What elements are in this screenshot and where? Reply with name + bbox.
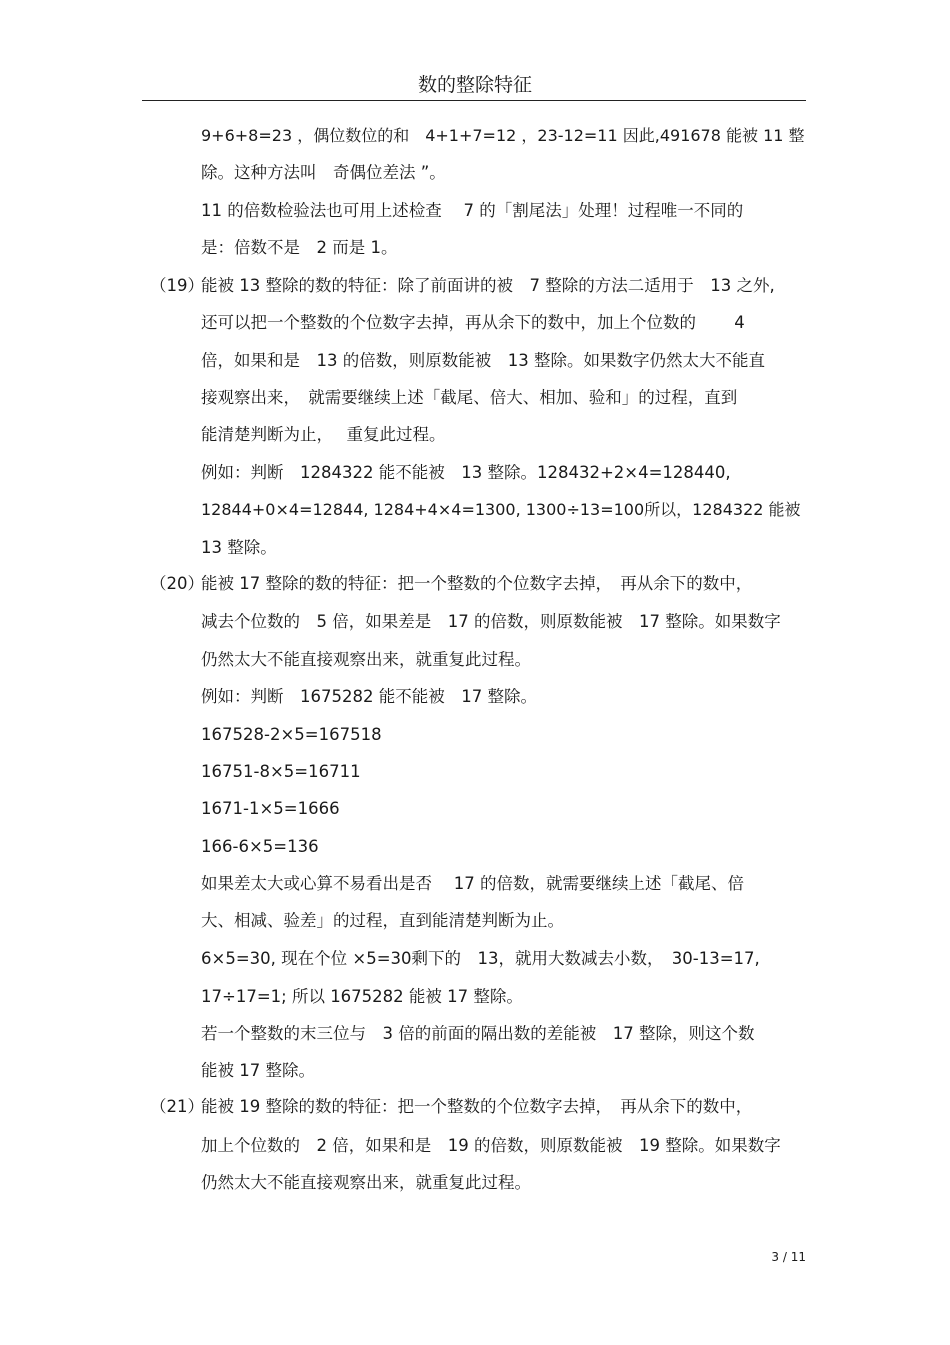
- text-line: 能被 17 整除。: [201, 1061, 315, 1080]
- text-line: 除。这种方法叫 奇偶位差法 ”。: [201, 163, 446, 182]
- text-line: 加上个位数的 2 倍，如果和是 19 的倍数，则原数能被 19 整除。如果数字: [201, 1136, 781, 1155]
- text-line: 167528-2×5=167518: [201, 725, 382, 744]
- text-line: 是：倍数不是 2 而是 1。: [201, 238, 398, 257]
- text-line: 若一个整数的末三位与 3 倍的前面的隔出数的差能被 17 整除，则这个数: [201, 1024, 755, 1043]
- text-line: 例如：判断 1675282 能不能被 17 整除。: [201, 687, 537, 706]
- text-line: 1671-1×5=1666: [201, 799, 340, 818]
- text-line: 9+6+8=23 ，偶位数位的和 4+1+7=12 ，23-12=11 因此,491678 能被 11 整: [201, 126, 805, 145]
- text-line: 倍，如果和是 13 的倍数，则原数能被 13 整除。如果数字仍然太大不能直: [201, 351, 765, 370]
- text-line: 减去个位数的 5 倍，如果差是 17 的倍数，则原数能被 17 整除。如果数字: [201, 612, 781, 631]
- text-line: 能被 13 整除的数的特征：除了前面讲的被 7 整除的方法二适用于 13 之外,: [201, 276, 775, 295]
- text-line: 17÷17=1; 所以 1675282 能被 17 整除。: [201, 987, 523, 1006]
- item-number-21: （21）: [150, 1097, 204, 1116]
- item-number-19: （19）: [150, 276, 204, 295]
- text-line: 接观察出来， 就需要继续上述「截尾、倍大、相加、验和」的过程，直到: [201, 388, 738, 407]
- text-line: 16751-8×5=16711: [201, 762, 361, 781]
- text-line: 仍然太大不能直接观察出来，就重复此过程。: [201, 1173, 531, 1192]
- page-number: 3 / 11: [771, 1250, 806, 1264]
- text-line: 还可以把一个整数的个位数字去掉，再从余下的数中，加上个位数的 4: [201, 313, 745, 332]
- text-line: 13 整除。: [201, 538, 277, 557]
- text-line: 仍然太大不能直接观察出来，就重复此过程。: [201, 650, 531, 669]
- text-line: 大、相减、验差」的过程，直到能清楚判断为止。: [201, 911, 564, 930]
- page-title: 数的整除特征: [417, 74, 532, 96]
- text-line: 能被 17 整除的数的特征：把一个整数的个位数字去掉， 再从余下的数中，: [201, 574, 753, 593]
- text-line: 11 的倍数检验法也可用上述检查 7 的「割尾法」处理！过程唯一不同的: [201, 201, 744, 220]
- header-divider: [142, 100, 806, 101]
- text-line: 例如：判断 1284322 能不能被 13 整除。128432+2×4=128440,: [201, 463, 731, 482]
- text-line: 能清楚判断为止， 重复此过程。: [201, 425, 446, 444]
- text-line: 能被 19 整除的数的特征：把一个整数的个位数字去掉， 再从余下的数中，: [201, 1097, 753, 1116]
- item-number-20: （20）: [150, 574, 204, 593]
- text-line: 166-6×5=136: [201, 837, 319, 856]
- text-line: 如果差太大或心算不易看出是否 17 的倍数，就需要继续上述「截尾、倍: [201, 874, 744, 893]
- text-line: 6×5=30, 现在个位 ×5=30剩下的 13，就用大数减去小数， 30-13=17,: [201, 949, 760, 968]
- text-line: 12844+0×4=12844, 1284+4×4=1300, 1300÷13=100所以，1284322 能被: [201, 500, 801, 519]
